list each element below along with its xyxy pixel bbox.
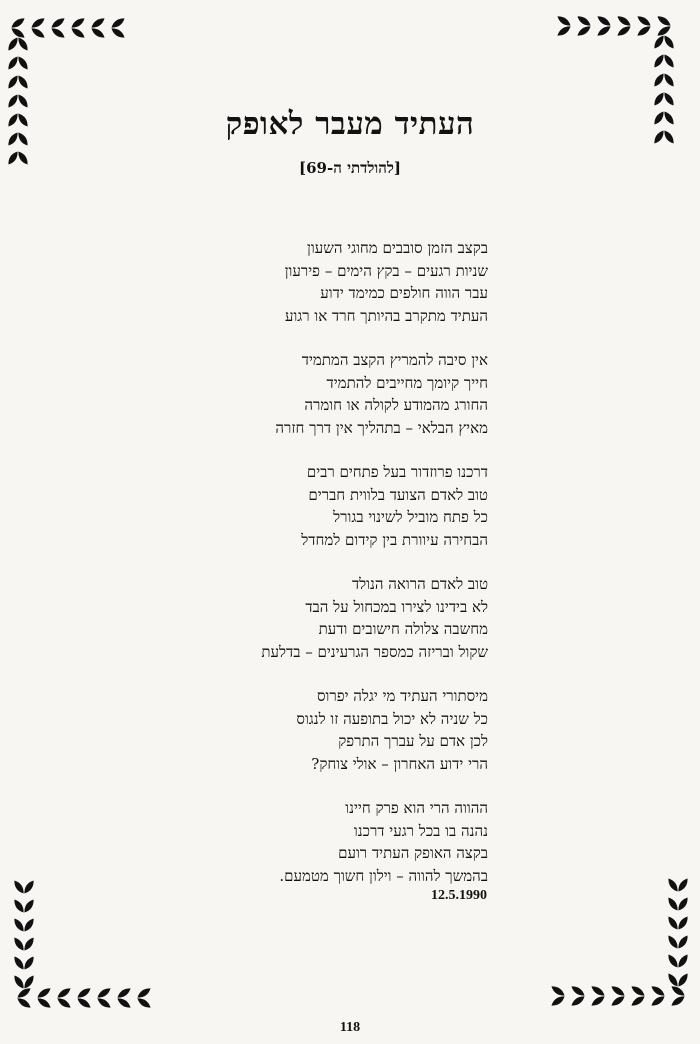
- stanza: [168, 349, 488, 439]
- stanza: [168, 461, 488, 551]
- poem-date: 12.5.1990: [431, 888, 487, 903]
- poem-title: העתיד מעבר לאופק: [225, 106, 475, 142]
- corner-ornament-bottom-left: [10, 862, 160, 1012]
- poem-line: שניות רגעים – בקץ הימים – פירעון: [284, 261, 488, 280]
- poem-line: חייך קיומך מחייבים להתמיד: [326, 373, 488, 392]
- poem-line: עבר הווה חולפים כמימד ידוע: [320, 284, 488, 302]
- poem-line: אין סיבה להמריץ הקצב המתמיד: [301, 351, 488, 369]
- poem-line: לא בידינו לצירו במכחול על הבד: [305, 597, 488, 616]
- poem-line: טוב לאדם הרואה הנולד: [351, 575, 488, 593]
- poem-line: לכן אדם על עברך התרפק: [338, 732, 488, 750]
- poem-line: מחשבה צלולה חישובים ודעת: [318, 620, 488, 638]
- poem-line: כל פתח מוביל לשינוי בגורל: [333, 508, 488, 526]
- stanza: [168, 797, 488, 887]
- corner-ornament-bottom-right: [542, 860, 692, 1010]
- poem-line: מיסתורי העתיד מי יגלה יפרוס: [316, 687, 488, 705]
- poem-line: כל שניה לא יכול בתופעה זו לנגוס: [296, 709, 488, 728]
- stanza: [168, 237, 488, 327]
- poem-line: ההווה הרי הוא פרק חיינו: [345, 799, 488, 817]
- poem-line: בקצה האופק העתיד רועם: [338, 844, 488, 862]
- poem-line: בהמשך להווה – וילון חשוך מטמעם.: [279, 866, 488, 885]
- poem-line: העתיד מתקרב בהיותך חרד או רגוע: [284, 306, 488, 325]
- poem-line: בקצב הזמן סובבים מחוגי השעון: [307, 239, 488, 257]
- poem-line: הבחירה עיוורת בין קידום למחדל: [301, 530, 488, 549]
- poem-line: מאיץ הבלאי – בתהליך אין דרך חזרה: [275, 418, 488, 437]
- stanza: [168, 685, 488, 775]
- poem-subtitle: [להולדתי ה-69]: [299, 159, 401, 177]
- stanza: [168, 573, 488, 663]
- poem-line: הרי ידוע האחרון – אולי צוחק?: [311, 754, 488, 773]
- poem-line: דרכנו פרוזדור בעל פתחים רבים: [306, 463, 488, 481]
- page-number: 118: [339, 1020, 361, 1035]
- poem-body: [168, 237, 488, 909]
- poem-line: נהנה בו בכל רגעי דרכנו: [353, 821, 488, 840]
- poem-line: טוב לאדם הצועד בלווית חברים: [308, 485, 488, 504]
- poem-line: שקול ובריזה כמספר הגרעינים – בדלעת: [261, 642, 488, 661]
- corner-ornament-top-left: [4, 14, 154, 174]
- poem-line: החורג מהמודע לקולה או חומרה: [304, 396, 488, 414]
